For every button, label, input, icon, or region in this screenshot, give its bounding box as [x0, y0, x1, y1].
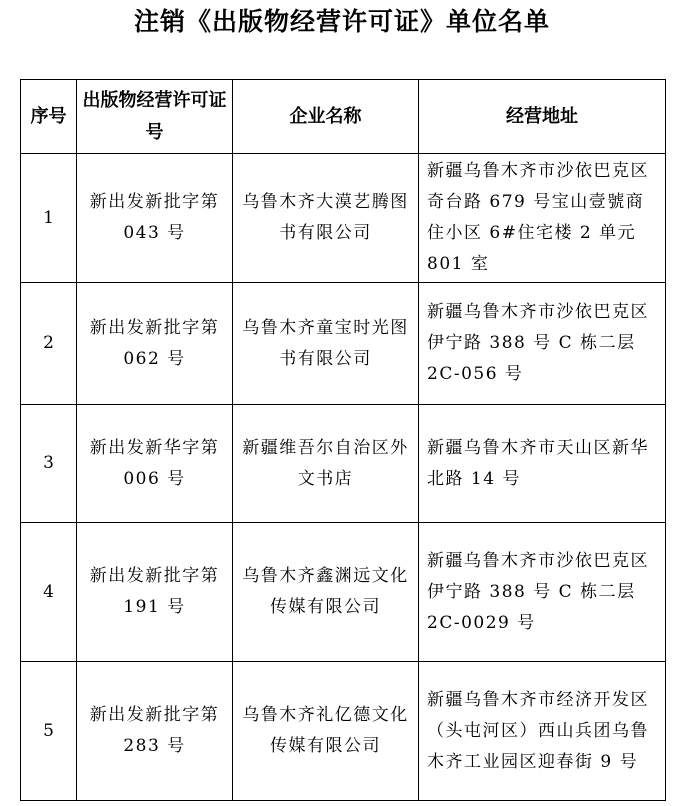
header-license: 出版物经营许可证号: [77, 80, 233, 154]
cell-license: 新出发新批字第 191 号: [77, 523, 233, 662]
cell-no: 1: [21, 154, 77, 283]
cell-address: 新疆乌鲁木齐市沙依巴克区伊宁路 388 号 C 栋二层 2C-0029 号: [419, 523, 666, 662]
cell-license: 新出发新华字第 006 号: [77, 405, 233, 523]
cell-no: 3: [21, 405, 77, 523]
header-company: 企业名称: [233, 80, 419, 154]
table-row: [21, 523, 666, 662]
cancellation-table: [20, 79, 666, 801]
page-title: 注销《出版物经营许可证》单位名单: [133, 7, 550, 36]
cell-company: 乌鲁木齐鑫渊远文化传媒有限公司: [233, 523, 419, 662]
cell-no: 5: [21, 662, 77, 801]
cell-license: 新出发新批字第 043 号: [77, 154, 233, 283]
cell-address: 新疆乌鲁木齐市沙依巴克区伊宁路 388 号 C 栋二层 2C-056 号: [419, 283, 666, 405]
table-row: [21, 405, 666, 523]
table-row: [21, 662, 666, 801]
cell-company: 乌鲁木齐童宝时光图书有限公司: [233, 283, 419, 405]
header-address: 经营地址: [419, 80, 666, 154]
cell-company: 乌鲁木齐礼亿德文化传媒有限公司: [233, 662, 419, 801]
cell-company: 新疆维吾尔自治区外文书店: [233, 405, 419, 523]
cell-address: 新疆乌鲁木齐市沙依巴克区奇台路 679 号宝山壹號商住小区 6#住宅楼 2 单元 801 室: [419, 154, 666, 283]
table-row: [21, 154, 666, 283]
table-row: [21, 283, 666, 405]
cell-no: 2: [21, 283, 77, 405]
cell-address: 新疆乌鲁木齐市经济开发区（头屯河区）西山兵团乌鲁木齐工业园区迎春街 9 号: [419, 662, 666, 801]
cell-company: 乌鲁木齐大漠艺腾图书有限公司: [233, 154, 419, 283]
table-header-row: [21, 80, 666, 154]
header-no: 序号: [21, 80, 77, 154]
cell-no: 4: [21, 523, 77, 662]
cell-address: 新疆乌鲁木齐市天山区新华北路 14 号: [419, 405, 666, 523]
cell-license: 新出发新批字第 283 号: [77, 662, 233, 801]
cell-license: 新出发新批字第 062 号: [77, 283, 233, 405]
